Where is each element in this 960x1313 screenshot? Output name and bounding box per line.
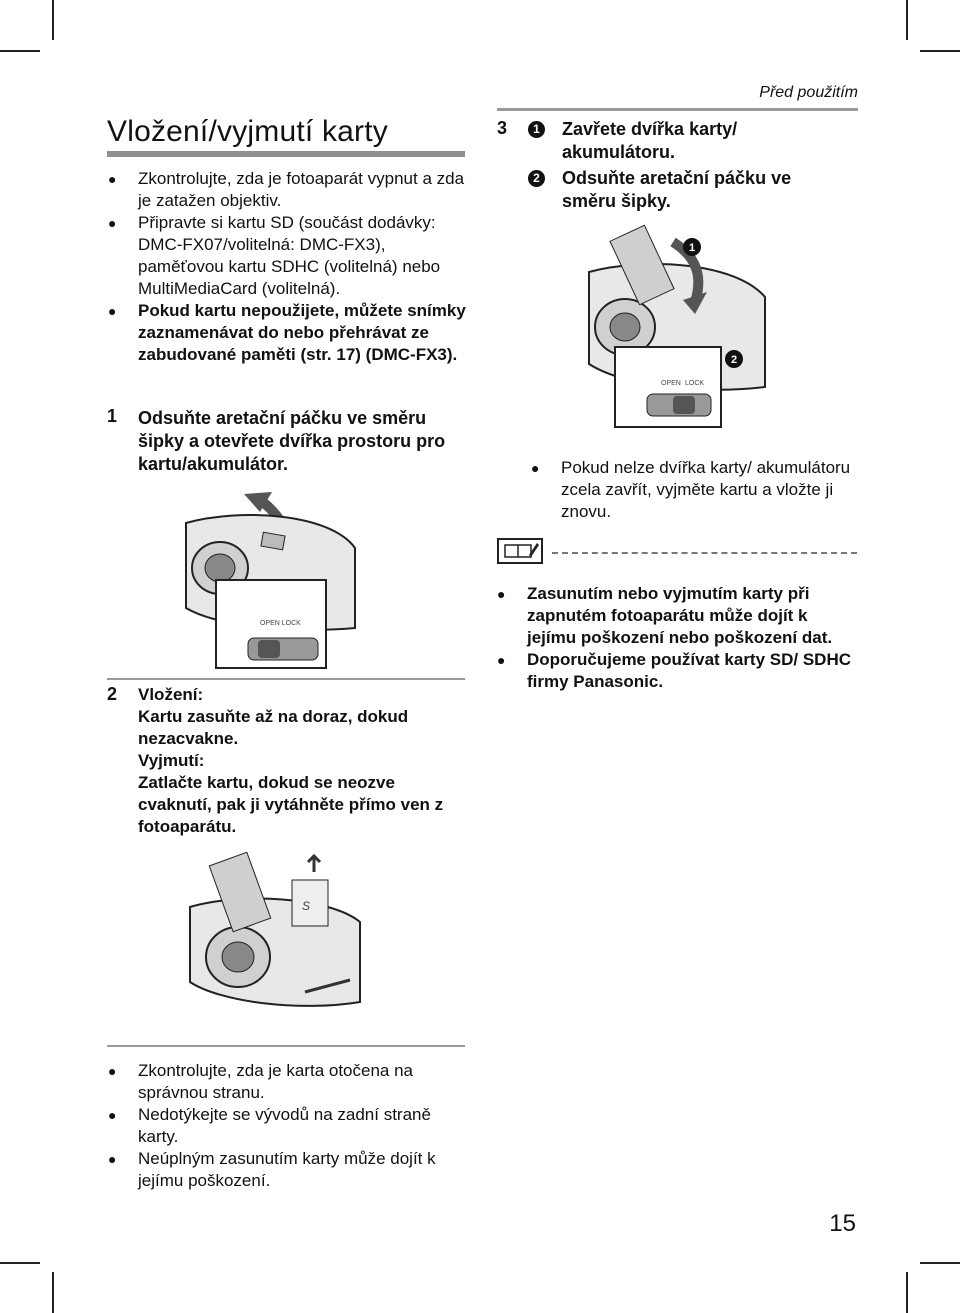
note-bullet: ● Doporučujeme používat karty SD/ SDHC firmy Panasonic. [497, 650, 852, 691]
bottom-bullet: ● Nedotýkejte se vývodů na zadní straně karty. [108, 1105, 431, 1146]
intro-bullet-list [108, 168, 470, 366]
step-3-sub2-marker: 2 [528, 169, 545, 187]
title-rule [107, 151, 465, 157]
step-1-number: 1 [107, 406, 118, 426]
remove-label: Vyjmutí: [138, 751, 205, 770]
open-label: OPEN [661, 380, 681, 387]
camera-door-open-illustration [180, 488, 370, 673]
header-rule [497, 108, 858, 111]
bottom-bullet: ● Zkontrolujte, zda je karta otočena na správnou stranu. [108, 1061, 413, 1102]
intro-bullet: ● Pokud kartu nepoužijete, můžete snímky zaznamenávat do nebo přehrávat ze zabudované paměti (str. 17) (DMC-FX3). [108, 301, 466, 364]
bottom-bullet-list [108, 1060, 463, 1192]
intro-bullet: ● Připravte si kartu SD (součást dodávky: DMC-FX07/volitelná: DMC-FX3), paměťovou kartu SDHC (volitelná) nebo MultiMediaCard (volitelná). [108, 213, 441, 298]
callout-1: 1 [688, 242, 696, 254]
remove-text: Zatlačte kartu, dokud se neozve cvaknutí, pak ji vytáhněte přímo ven z fotoaparátu. [138, 773, 444, 836]
step-1-text: Odsuňte aretační páčku ve směru šipky a otevřete dvířka prostoru pro kartu/akumulátor. [138, 408, 446, 474]
step-3-sub1-text: Zavřete dvířka karty/ akumulátoru. [562, 119, 738, 162]
intro-bullet: ● Zkontrolujte, zda je fotoaparát vypnut a zda je zatažen objektiv. [108, 169, 465, 210]
step-3-sub1-marker: 1 [528, 120, 545, 138]
note-bullet-list [497, 583, 857, 693]
step-3-number: 3 [497, 118, 508, 138]
insert-text: Kartu zasuňte až na doraz, dokud nezacvakne. [138, 707, 409, 748]
step-2-text [138, 684, 468, 838]
page-title: Vložení/vyjmutí karty [107, 115, 388, 148]
insert-label: Vložení: [138, 685, 204, 704]
right-bullet: ● Pokud nelze dvířka karty/ akumulátoru zcela zavřít, vyjměte kartu a vložte ji znovu. [531, 458, 851, 521]
bottom-bullet: ● Neúplným zasunutím karty může dojít k jejímu poškození. [108, 1149, 436, 1190]
step-3-sub2-text: Odsuňte aretační páčku ve směru šipky. [562, 168, 792, 211]
callout-2: 2 [730, 354, 738, 366]
note-divider [552, 552, 857, 554]
card-insertion-illustration [180, 852, 370, 1022]
step-2-number: 2 [107, 684, 118, 704]
section-header: Před použitím [759, 84, 858, 101]
step-2-rule [107, 678, 465, 680]
bottom-rule [107, 1045, 465, 1047]
svg-text:S: S [302, 899, 311, 913]
page-number: 15 [829, 1210, 856, 1237]
note-bullet: ● Zasunutím nebo vyjmutím karty při zapnutém fotoaparátu může dojít k jejímu poškození nebo poškození dat. [497, 584, 833, 647]
camera-door-close-illustration [585, 222, 775, 432]
note-book-icon [497, 538, 543, 564]
lock-label: LOCK [685, 380, 705, 387]
svg-text:OPEN LOCK: OPEN LOCK [260, 620, 301, 627]
right-bullet-list [531, 457, 851, 523]
